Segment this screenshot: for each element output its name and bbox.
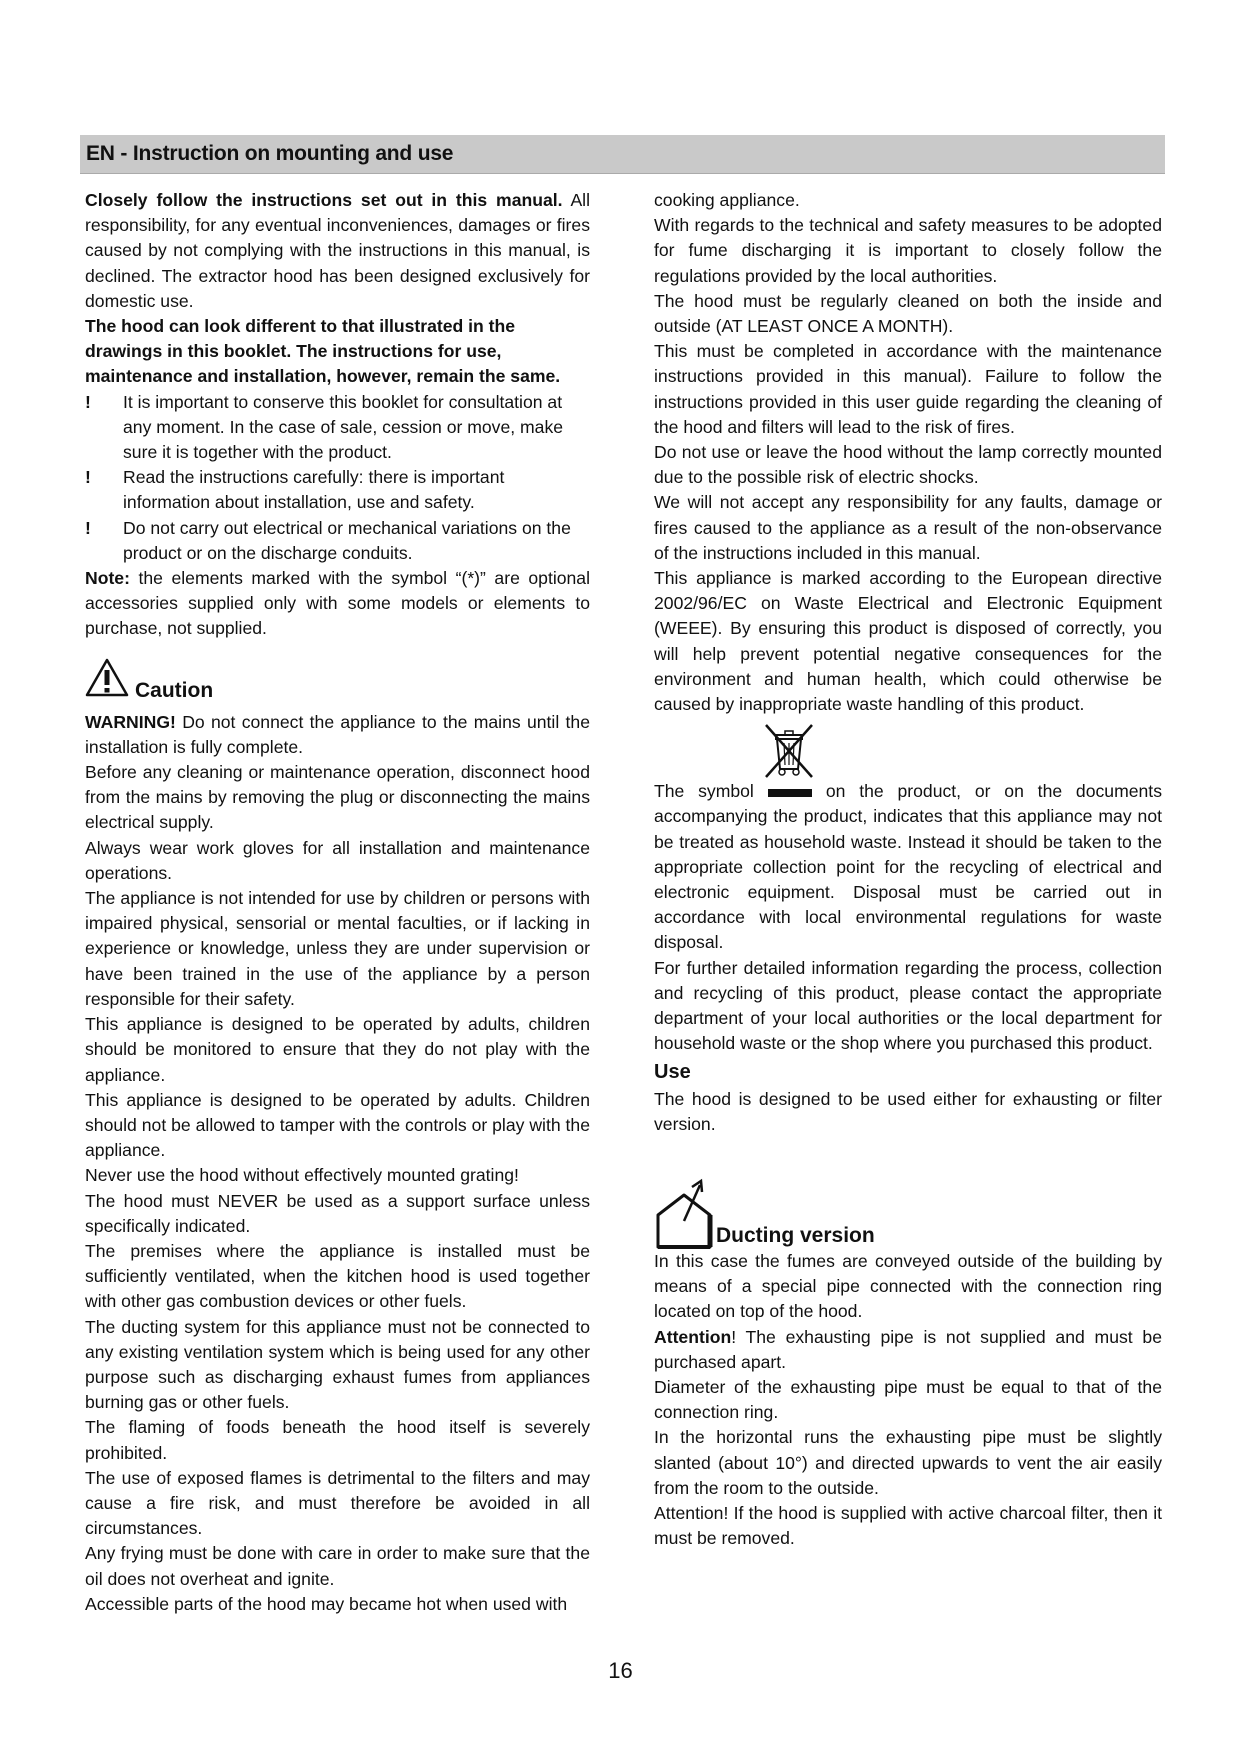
bullet-text: Do not carry out electrical or mechanical variations on the product or on the discharge conduits. — [123, 517, 571, 563]
symbol-paragraph — [654, 779, 1162, 955]
page-number: 16 — [608, 1658, 633, 1683]
bin-bar-icon — [768, 789, 812, 797]
house-duct-icon — [654, 1175, 714, 1249]
left-column — [85, 188, 590, 1617]
note-text: the elements marked with the symbol “(*)” are optional accessories supplied only with some models or elements to purchase, not supplied. — [85, 568, 590, 639]
attention-paragraph — [654, 1325, 1162, 1375]
ducting-title: Ducting version — [716, 1223, 875, 1247]
crossed-bin-icon — [762, 721, 816, 779]
exclamation-mark: ! — [85, 517, 91, 538]
ducting-heading — [654, 1175, 1162, 1249]
symbol-after-text: on the product, or on the documents accompanying the product, indicates that this appliance may not be treated as household waste. Instead it should be taken to the appropriate collection point for the recycling of electrical and electronic equipment. Disposal must be carried out in accordance with local environmental regulations for waste disposal. — [654, 781, 1162, 953]
section-header-bar — [80, 135, 1165, 174]
attention-label: Attention — [654, 1326, 732, 1347]
bullet-item — [85, 390, 590, 466]
safety-paragraph: Always wear work gloves for all installation and maintenance operations. — [85, 837, 590, 883]
warning-text: Do not connect the appliance to the mains until the installation is fully complete. — [85, 711, 590, 757]
caution-title: Caution — [135, 678, 214, 702]
ducting-detail-paragraph: Diameter of the exhausting pipe must be equal to that of the connection ring. — [654, 1376, 1162, 1423]
symbol-before-text: The symbol — [654, 781, 754, 802]
safety-paragraph: The hood must NEVER be used as a support surface unless specifically indicated. — [85, 1190, 590, 1236]
safety-paragraph: This appliance is designed to be operated by adults. Children should not be allowed to tamper with the controls or play with the appliance. — [85, 1089, 590, 1161]
note-label: Note: — [85, 568, 130, 589]
caution-heading — [85, 656, 590, 710]
bullet-text: Read the instructions carefully: there is important information about installation, use and safety. — [123, 467, 505, 513]
page-title: EN - Instruction on mounting and use — [86, 142, 454, 165]
warning-triangle-icon — [85, 658, 129, 698]
further-info-paragraph: For further detailed information regarding the process, collection and recycling of this product, please contact the appropriate department of your local authorities or the local department for household waste or the shop where you purchased this product. — [654, 957, 1162, 1054]
intro-paragraph — [85, 188, 590, 314]
safety-paragraph: Any frying must be done with care in order to make sure that the oil does not overheat and ignite. — [85, 1543, 590, 1589]
safety-paragraph: The premises where the appliance is installed must be sufficiently ventilated, when the kitchen hood is used together with other gas combustion devices or other fuels. — [85, 1240, 590, 1312]
safety-paragraph: The ducting system for this appliance must not be connected to any existing ventilation system which is being used for any other purpose such as discharging exhaust fumes from appliances burning gas or other fuels. — [85, 1316, 590, 1413]
attention-text: ! The exhausting pipe is not supplied and must be purchased apart. — [654, 1326, 1162, 1372]
weee-symbol-area — [654, 717, 1162, 779]
info-paragraph: We will not accept any responsibility for any faults, damage or fires caused to the appliance as a result of the non-observance of the instructions included in this manual. — [654, 492, 1162, 563]
safety-paragraph: Accessible parts of the hood may became hot when used with — [85, 1593, 568, 1614]
info-paragraph: cooking appliance. — [654, 190, 800, 210]
info-paragraph: With regards to the technical and safety measures to be adopted for fume discharging it is important to closely follow the regulations provided by the local authorities. — [654, 215, 1162, 286]
safety-paragraph: The flaming of foods beneath the hood itself is severely prohibited. — [85, 1417, 590, 1463]
info-paragraph: Do not use or leave the hood without the lamp correctly mounted due to the possible risk of electric shocks. — [654, 442, 1162, 488]
safety-paragraph: The appliance is not intended for use by children or persons with impaired physical, sensorial or mental faculties, or if lacking in experience or knowledge, unless they are under supervision or have been trained in the use of the appliance by a person responsible for their safety. — [85, 888, 590, 1009]
safety-paragraph: The use of exposed flames is detrimental to the filters and may cause a fire risk, and must therefore be avoided in all circumstances. — [85, 1467, 590, 1539]
use-title: Use — [654, 1060, 691, 1083]
info-paragraph: This appliance is marked according to the European directive 2002/96/EC on Waste Electrical and Electronic Equipment (WEEE). By ensuring this product is disposed of correctly, you will help prevent potential negative consequences for the environment and human health, which could otherwise be caused by inappropriate waste handling of this product. — [654, 568, 1162, 715]
note-paragraph — [85, 566, 590, 642]
warning-label: WARNING! — [85, 711, 176, 732]
ducting-paragraph: In this case the fumes are conveyed outside of the building by means of a special pipe connected with the connection ring located on top of the hood. — [654, 1250, 1162, 1322]
bullet-item — [85, 465, 590, 515]
ducting-detail-paragraph: Attention! If the hood is supplied with active charcoal filter, then it must be removed. — [654, 1502, 1162, 1549]
bullet-text: It is important to conserve this booklet for consultation at any moment. In the case of sale, cession or move, make sure it is together with the product. — [123, 391, 564, 463]
warning-paragraph — [85, 710, 590, 760]
notice-paragraph: The hood can look different to that illustrated in the drawings in this booklet. The instructions for use, maintenance and installation, however, remain the same. — [85, 316, 561, 387]
ducting-detail-paragraph: In the horizontal runs the exhausting pipe must be slightly slanted (about 10°) and directed upwards to vent the air easily from the room to the outside. — [654, 1427, 1162, 1498]
info-paragraph: This must be completed in accordance with the maintenance instructions provided in this manual). Failure to follow the instructions provided in this user guide regarding the cleaning of the hood and filters will lead to the risk of fires. — [654, 341, 1162, 437]
right-column — [654, 188, 1162, 1551]
bullet-item — [85, 516, 590, 566]
use-paragraph: The hood is designed to be used either for exhausting or filter version. — [654, 1088, 1162, 1134]
exclamation-mark: ! — [85, 391, 91, 412]
safety-paragraph: Never use the hood without effectively mounted grating! — [85, 1165, 519, 1186]
safety-paragraph: Before any cleaning or maintenance operation, disconnect hood from the mains by removing the plug or disconnecting the mains electrical supply. — [85, 762, 590, 833]
intro-bold: Closely follow the instructions set out in this manual. — [85, 190, 563, 210]
safety-paragraph: This appliance is designed to be operated by adults, children should be monitored to ensure that they do not play with the appliance. — [85, 1014, 590, 1085]
exclamation-mark: ! — [85, 467, 91, 488]
intro-text: All responsibility, for any eventual inconveniences, damages or fires caused by not complying with the instructions in this manual, is declined. The extractor hood has been designed exclusively for domestic use. — [85, 190, 590, 311]
info-paragraph: The hood must be regularly cleaned on both the inside and outside (AT LEAST ONCE A MONTH). — [654, 290, 1162, 337]
